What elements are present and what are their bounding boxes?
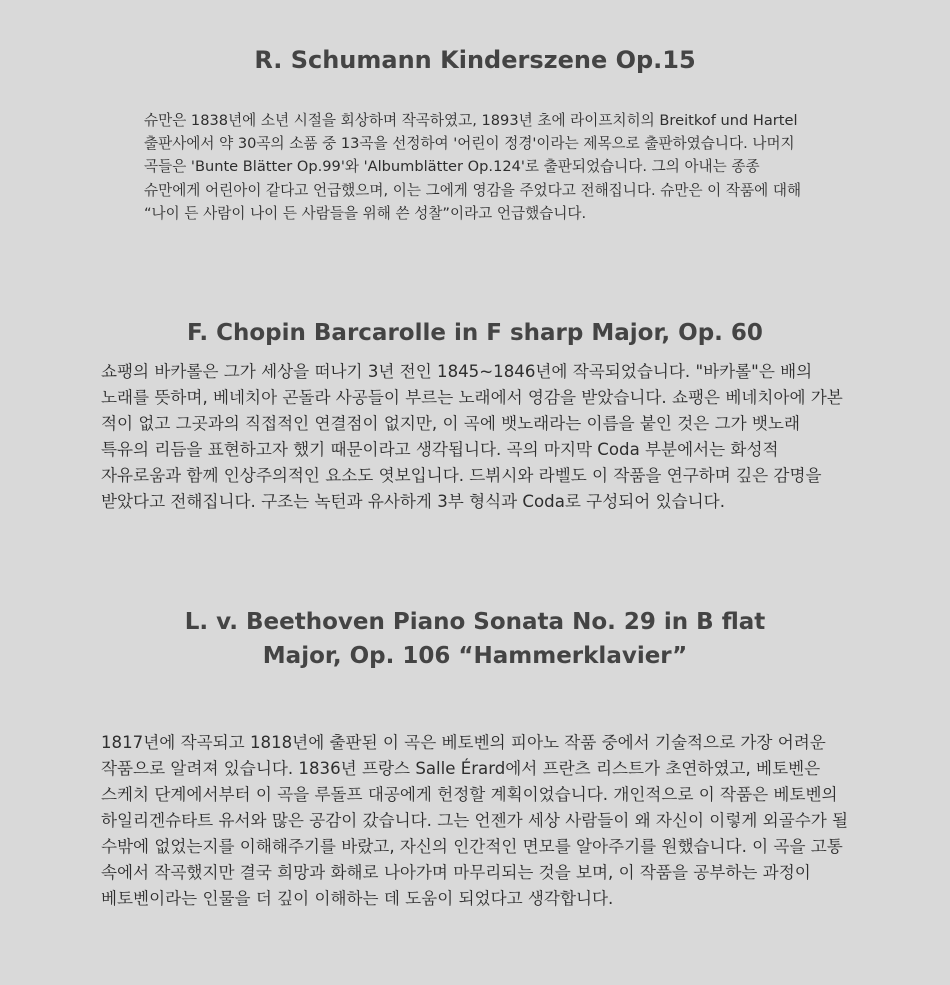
schumann-description: 슈만은 1838년에 소년 시절을 회상하며 작곡하였고, 1893년 초에 라이프치히의 Breitkof und Hartel 출판사에서 약 30곡의 소품 중 13곡을 선정하여 '어린이 정경'이라는 제목으로 출판하였습니다. 나머지 곡들은 'Bunte Blätter Op.99'와 'Albumblätter Op.124'로 출판되었습니다. 그의 아내는 종종 슈만에게 어린아이 같다고 언급했으며, 이는 그에게 영감을 주었다고 전해집니다. 슈만은 이 작품에 대해 “나이 든 사람이 나이 든 사람들을 위해 쓴 성찰”이라고 언급했습니다. <box>144 112 802 222</box>
chopin-description: 쇼팽의 바카롤은 그가 세상을 떠나기 3년 전인 1845~1846년에 작곡되었습니다. "바카롤"은 배의 노래를 뜻하며, 베네치아 곤돌라 사공들이 부르는 노래에서 영감을 받았습니다. 쇼팽은 베네치아에 가본 적이 없고 그곳과의 직접적인 연결점이 없지만, 이 곡에 뱃노래라는 이름을 붙인 것은 그가 뱃노래 특유의 리듬을 표현하고자 했기 때문이라고 생각됩니다. 곡의 마지막 Coda 부분에서는 화성적 자유로움과 함께 인상주의적인 요소도 엿보입니다. 드뷔시와 라벨도 이 작품을 연구하며 깊은 감명을 받았다고 전해집니다. 구조는 녹턴과 유사하게 3부 형식과 Coda로 구성되어 있습니다. <box>101 362 843 511</box>
beethoven-description: 1817년에 작곡되고 1818년에 출판된 이 곡은 베토벤의 피아노 작품 중에서 기술적으로 가장 어려운 작품으로 알려져 있습니다. 1836년 프랑스 Salle Érard에서 프란츠 리스트가 초연하였고, 베토벤은 스케치 단계에서부터 이 곡을 루돌프 대공에게 헌정할 계획이었습니다. 개인적으로 이 작품은 베토벤의 하일리겐슈타트 유서와 많은 공감이 갔습니다. 그는 언젠가 세상 사람들이 왜 자신이 이렇게 외골수가 될 수밖에 없었는지를 이해해주기를 바랐고, 자신의 인간적인 면모를 알아주기를 원했습니다. 이 곡을 고통 속에서 작곡했지만 결국 희망과 화해로 나아가며 마무리되는 것을 보며, 이 작품을 공부하는 과정이 베토벤이라는 인물을 더 깊이 이해하는 데 도움이 되었다고 생각합니다. <box>101 733 849 908</box>
schumann-title: R. Schumann Kinderszene Op.15 <box>254 46 696 74</box>
beethoven-title: L. v. Beethoven Piano Sonata No. 29 in B flat Major, Op. 106 “Hammerklavier” <box>184 609 766 669</box>
chopin-title: F. Chopin Barcarolle in F sharp Major, Op. 60 <box>187 320 763 346</box>
